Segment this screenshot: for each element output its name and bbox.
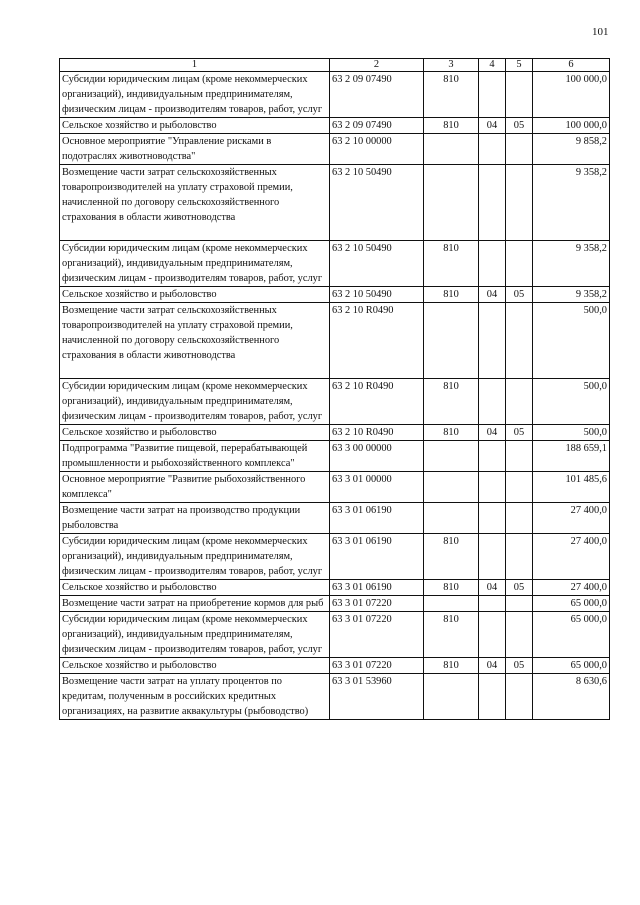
cell-name: Сельское хозяйство и рыболовство: [60, 658, 330, 674]
cell-vr: 810: [424, 287, 479, 303]
table-row: [60, 472, 610, 503]
cell-rz: [479, 441, 506, 472]
cell-rz: [479, 165, 506, 241]
cell-code: 63 2 10 50490: [330, 287, 424, 303]
cell-rz: [479, 134, 506, 165]
cell-amount: 500,0: [533, 303, 610, 379]
cell-rz: 04: [479, 118, 506, 134]
cell-code: 63 2 10 R0490: [330, 379, 424, 425]
cell-pr: [506, 379, 533, 425]
cell-vr: [424, 441, 479, 472]
table-row: [60, 241, 610, 287]
cell-rz: [479, 596, 506, 612]
header-cell-rz: 4: [479, 59, 506, 72]
header-cell-name: 1: [60, 59, 330, 72]
cell-code: 63 2 09 07490: [330, 72, 424, 118]
cell-name: Сельское хозяйство и рыболовство: [60, 580, 330, 596]
cell-vr: [424, 674, 479, 720]
cell-code: 63 3 00 00000: [330, 441, 424, 472]
cell-name: Возмещение части затрат сельскохозяйственных товаропроизводителей на уплату страховой премии, начисленной по договору сельскохозяйственного страхования в области животноводства: [60, 165, 330, 241]
cell-rz: [479, 379, 506, 425]
cell-code: 63 2 10 50490: [330, 165, 424, 241]
cell-amount: 500,0: [533, 379, 610, 425]
cell-rz: 04: [479, 425, 506, 441]
cell-name: Сельское хозяйство и рыболовство: [60, 287, 330, 303]
cell-vr: [424, 472, 479, 503]
cell-vr: [424, 134, 479, 165]
cell-pr: 05: [506, 287, 533, 303]
cell-pr: [506, 441, 533, 472]
cell-amount: 9 358,2: [533, 241, 610, 287]
cell-amount: 65 000,0: [533, 596, 610, 612]
cell-code: 63 2 10 00000: [330, 134, 424, 165]
cell-vr: 810: [424, 658, 479, 674]
cell-vr: [424, 596, 479, 612]
cell-rz: 04: [479, 287, 506, 303]
table-row: [60, 534, 610, 580]
cell-name: Возмещение части затрат на уплату процентов по кредитам, полученным в российских кредитных организациях, на развитие аквакультуры (рыбоводство): [60, 674, 330, 720]
cell-pr: [506, 303, 533, 379]
cell-vr: 810: [424, 534, 479, 580]
cell-code: 63 3 01 07220: [330, 658, 424, 674]
cell-vr: 810: [424, 118, 479, 134]
cell-amount: 101 485,6: [533, 472, 610, 503]
cell-code: 63 2 10 R0490: [330, 303, 424, 379]
cell-name: Субсидии юридическим лицам (кроме некоммерческих организаций), индивидуальным предпринимателям, физическим лицам - производителям товаров, работ, услуг: [60, 534, 330, 580]
cell-amount: 8 630,6: [533, 674, 610, 720]
header-row: [60, 59, 610, 72]
cell-rz: [479, 472, 506, 503]
cell-vr: [424, 303, 479, 379]
table-row: [60, 379, 610, 425]
cell-pr: 05: [506, 425, 533, 441]
cell-amount: 188 659,1: [533, 441, 610, 472]
cell-vr: 810: [424, 612, 479, 658]
cell-pr: [506, 165, 533, 241]
cell-code: 63 3 01 53960: [330, 674, 424, 720]
cell-pr: [506, 241, 533, 287]
header-cell-pr: 5: [506, 59, 533, 72]
cell-pr: [506, 534, 533, 580]
cell-name: Основное мероприятие "Развитие рыбохозяйственного комплекса": [60, 472, 330, 503]
cell-vr: [424, 503, 479, 534]
cell-code: 63 3 01 06190: [330, 503, 424, 534]
table-row: [60, 441, 610, 472]
table-row: [60, 658, 610, 674]
cell-rz: 04: [479, 658, 506, 674]
cell-pr: [506, 612, 533, 658]
cell-code: 63 2 10 50490: [330, 241, 424, 287]
cell-name: Подпрограмма "Развитие пищевой, перерабатывающей промышленности и рыбохозяйственного комплекса": [60, 441, 330, 472]
table-row: [60, 72, 610, 118]
cell-amount: 100 000,0: [533, 118, 610, 134]
cell-amount: 65 000,0: [533, 612, 610, 658]
cell-vr: 810: [424, 241, 479, 287]
cell-pr: 05: [506, 658, 533, 674]
cell-pr: 05: [506, 118, 533, 134]
cell-amount: 9 358,2: [533, 165, 610, 241]
table-row: [60, 134, 610, 165]
cell-amount: 9 358,2: [533, 287, 610, 303]
table-row: [60, 612, 610, 658]
header-cell-amount: 6: [533, 59, 610, 72]
cell-vr: 810: [424, 425, 479, 441]
cell-pr: [506, 472, 533, 503]
cell-amount: 500,0: [533, 425, 610, 441]
cell-name: Возмещение части затрат на приобретение кормов для рыб: [60, 596, 330, 612]
cell-name: Возмещение части затрат сельскохозяйственных товаропроизводителей на уплату страховой премии, начисленной по договору сельскохозяйственного страхования в области животноводства: [60, 303, 330, 379]
cell-amount: 27 400,0: [533, 534, 610, 580]
table-row: [60, 580, 610, 596]
cell-name: Субсидии юридическим лицам (кроме некоммерческих организаций), индивидуальным предпринимателям, физическим лицам - производителям товаров, работ, услуг: [60, 72, 330, 118]
cell-name: Субсидии юридическим лицам (кроме некоммерческих организаций), индивидуальным предпринимателям, физическим лицам - производителям товаров, работ, услуг: [60, 612, 330, 658]
cell-vr: 810: [424, 72, 479, 118]
cell-rz: [479, 303, 506, 379]
cell-vr: [424, 165, 479, 241]
cell-code: 63 2 09 07490: [330, 118, 424, 134]
table-row: [60, 287, 610, 303]
cell-pr: [506, 674, 533, 720]
cell-pr: [506, 134, 533, 165]
cell-rz: 04: [479, 580, 506, 596]
cell-code: 63 3 01 06190: [330, 534, 424, 580]
cell-amount: 65 000,0: [533, 658, 610, 674]
cell-rz: [479, 241, 506, 287]
cell-name: Субсидии юридическим лицам (кроме некоммерческих организаций), индивидуальным предпринимателям, физическим лицам - производителям товаров, работ, услуг: [60, 241, 330, 287]
header-cell-code: 2: [330, 59, 424, 72]
table-row: [60, 118, 610, 134]
table-row: [60, 674, 610, 720]
table-row: [60, 303, 610, 379]
cell-code: 63 2 10 R0490: [330, 425, 424, 441]
cell-pr: [506, 596, 533, 612]
table-row: [60, 503, 610, 534]
cell-rz: [479, 534, 506, 580]
cell-amount: 27 400,0: [533, 580, 610, 596]
cell-name: Сельское хозяйство и рыболовство: [60, 425, 330, 441]
cell-amount: 100 000,0: [533, 72, 610, 118]
cell-name: Субсидии юридическим лицам (кроме некоммерческих организаций), индивидуальным предпринимателям, физическим лицам - производителям товаров, работ, услуг: [60, 379, 330, 425]
cell-rz: [479, 72, 506, 118]
cell-name: Возмещение части затрат на производство продукции рыболовства: [60, 503, 330, 534]
cell-rz: [479, 503, 506, 534]
cell-code: 63 3 01 07220: [330, 596, 424, 612]
header-cell-vr: 3: [424, 59, 479, 72]
cell-code: 63 3 01 00000: [330, 472, 424, 503]
cell-code: 63 3 01 07220: [330, 612, 424, 658]
budget-table: [59, 58, 610, 720]
cell-amount: 9 858,2: [533, 134, 610, 165]
table-row: [60, 165, 610, 241]
cell-rz: [479, 612, 506, 658]
cell-pr: [506, 503, 533, 534]
cell-name: Основное мероприятие "Управление рисками в подотраслях животноводства": [60, 134, 330, 165]
cell-amount: 27 400,0: [533, 503, 610, 534]
page-number: 101: [592, 26, 609, 38]
cell-code: 63 3 01 06190: [330, 580, 424, 596]
table-row: [60, 596, 610, 612]
cell-rz: [479, 674, 506, 720]
cell-vr: 810: [424, 379, 479, 425]
cell-pr: [506, 72, 533, 118]
table-row: [60, 425, 610, 441]
cell-name: Сельское хозяйство и рыболовство: [60, 118, 330, 134]
cell-vr: 810: [424, 580, 479, 596]
cell-pr: 05: [506, 580, 533, 596]
